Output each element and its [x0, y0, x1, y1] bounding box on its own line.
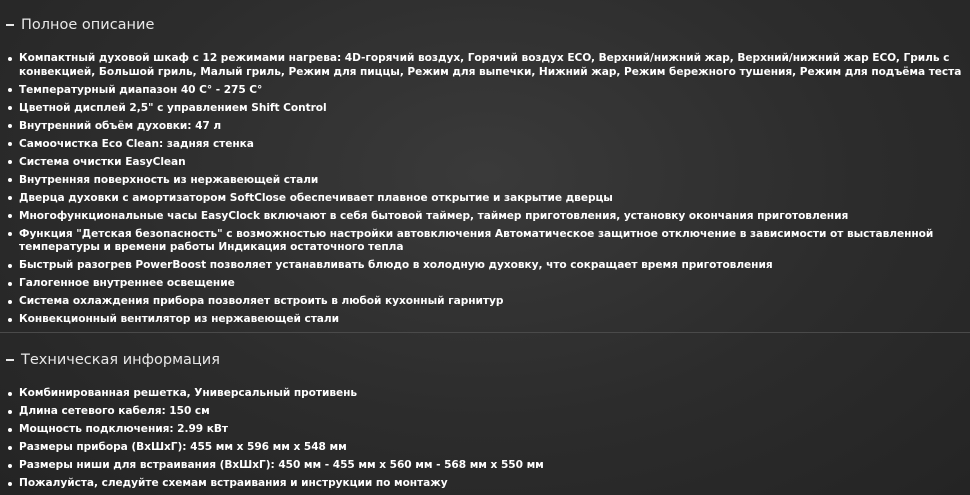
- collapse-dash-icon: [6, 24, 14, 26]
- list-item: Система очистки EasyClean: [0, 156, 968, 170]
- list-item: Цветной дисплей 2,5" с управлением Shift Control: [0, 102, 968, 116]
- list-item: Быстрый разогрев PowerBoost позволяет устанавливать блюдо в холодную духовку, что сокращает время приготовления: [0, 259, 968, 273]
- list-item: Длина сетевого кабеля: 150 см: [0, 405, 968, 419]
- section-title: Полное описание: [21, 17, 155, 33]
- full-description-list: [0, 52, 968, 331]
- list-item: Размеры прибора (ВхШхГ): 455 мм x 596 мм x 548 мм: [0, 441, 968, 455]
- list-item: Галогенное внутреннее освещение: [0, 277, 968, 291]
- list-item: Пожалуйста, следуйте схемам встраивания и инструкции по монтажу: [0, 477, 968, 491]
- section-divider: [0, 332, 970, 333]
- section-header-technical-info[interactable]: [5, 350, 220, 370]
- list-item: Конвекционный вентилятор из нержавеющей стали: [0, 313, 968, 327]
- list-item: Многофункциональные часы EasyClock включают в себя бытовой таймер, таймер приготовления, установку окончания приготовления: [0, 210, 968, 224]
- list-item: Внутренняя поверхность из нержавеющей стали: [0, 174, 968, 188]
- list-item: Комбинированная решетка, Универсальный противень: [0, 387, 968, 401]
- collapse-dash-icon: [6, 359, 14, 361]
- list-item: Мощность подключения: 2.99 кВт: [0, 423, 968, 437]
- list-item: Температурный диапазон 40 C° - 275 C°: [0, 84, 968, 98]
- list-item: Дверца духовки с амортизатором SoftClose обеспечивает плавное открытие и закрытие дверцы: [0, 192, 968, 206]
- list-item: Самоочистка Eco Clean: задняя стенка: [0, 138, 968, 152]
- list-item: Система охлаждения прибора позволяет встроить в любой кухонный гарнитур: [0, 295, 968, 309]
- section-header-full-description[interactable]: [5, 15, 154, 35]
- list-item: Размеры ниши для встраивания (ВхШхГ): 450 мм - 455 мм x 560 мм - 568 мм x 550 мм: [0, 459, 968, 473]
- list-item: Компактный духовой шкаф с 12 режимами нагрева: 4D-горячий воздух, Горячий воздух ECO, Верхний/нижний жар, Верхний/нижний жар ECO, Гриль с конвекцией, Большой гриль, Малый гриль, Режим для пиццы, Режим для выпечки, Нижний жар, Режим бережного тушения, Режим для подъёма теста: [0, 52, 968, 79]
- section-title: Техническая информация: [21, 352, 220, 368]
- list-item: Функция "Детская безопасность" с возможностью настройки автовключения Автоматическое защитное отключение в зависимости от выставленной температуры и времени работы Индикация остаточного тепла: [0, 228, 968, 255]
- technical-info-list: [0, 387, 968, 495]
- list-item: Внутренний объём духовки: 47 л: [0, 120, 968, 134]
